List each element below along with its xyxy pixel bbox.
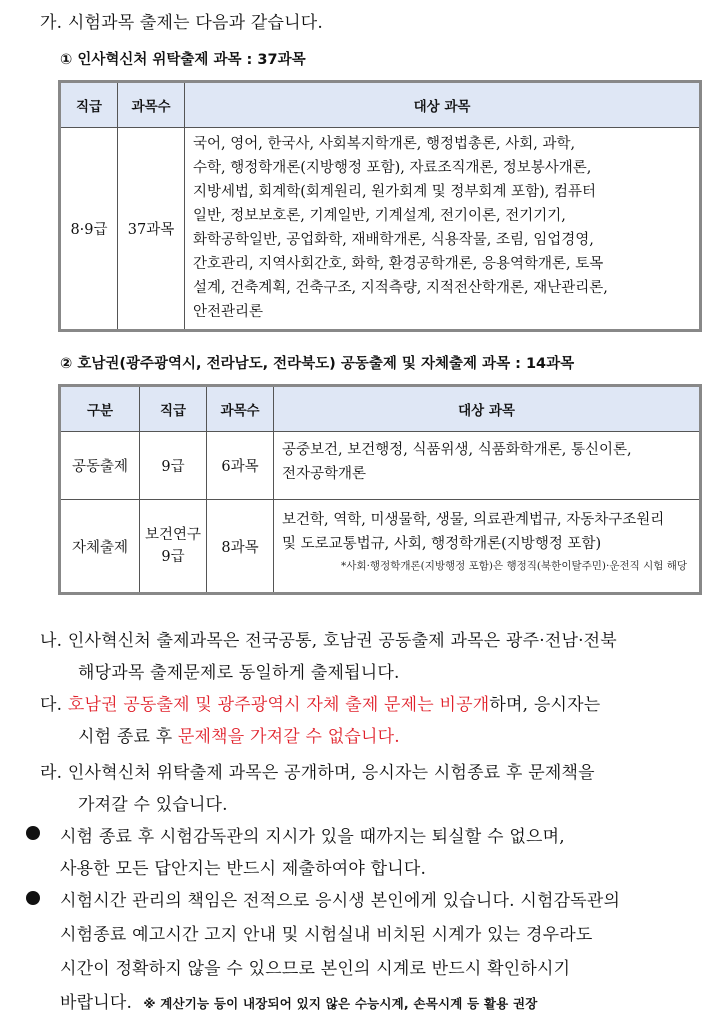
subject-line: 보건학, 역학, 미생물학, 생물, 의료관계법규, 자동차구조원리 xyxy=(282,512,665,528)
section-da-rest: 하며, 응시자는 xyxy=(489,695,601,715)
honam-subjects-table xyxy=(58,384,702,595)
table-footnote: *사회·행정학개론(지방행정 포함)은 행정직(북한이탈주민)·운전직 시험 해당 xyxy=(341,560,687,572)
cell-type-self: 자체출제 xyxy=(60,500,140,594)
subject-line: 설계, 건축계획, 건축구조, 지적측량, 지적전산학개론, 재난관리론, xyxy=(193,280,608,296)
cell-grade xyxy=(140,500,207,594)
section-na-line-2: 해당과목 출제문제로 동일하게 출제됩니다. xyxy=(78,663,400,683)
bullet-icon xyxy=(26,826,40,840)
section-da-emphasis-2: 문제책을 가져갈 수 없습니다. xyxy=(177,727,400,747)
header-subjects: 대상 과목 xyxy=(274,386,701,432)
cell-type-joint: 공동출제 xyxy=(60,432,140,500)
subject-line: 및 도로교통법규, 사회, 행정학개론(지방행정 포함) xyxy=(282,536,602,552)
cell-subject-list xyxy=(185,128,701,331)
subject-line: 화학공학일반, 공업화학, 재배학개론, 식용작물, 조림, 임업경영, xyxy=(193,232,594,248)
grade-line-1: 보건연구 xyxy=(144,527,202,543)
notice-2-line-1: 시험시간 관리의 책임은 전적으로 응시생 본인에게 있습니다. 시험감독관의 xyxy=(60,891,621,911)
header-count: 과목수 xyxy=(118,82,185,128)
cell-grade: 8·9급 xyxy=(60,128,118,331)
section-da-emphasis-1: 호남권 공동출제 및 광주광역시 자체 출제 문제는 비공개 xyxy=(67,695,490,715)
outsourced-subjects-table xyxy=(58,80,702,332)
notice-1-line-1: 시험 종료 후 시험감독관의 지시가 있을 때까지는 퇴실할 수 없으며, xyxy=(60,827,565,847)
section-ga-heading: 가. 시험과목 출제는 다음과 같습니다. xyxy=(40,13,323,33)
subject-line: 공중보건, 보건행정, 식품위생, 식품화학개론, 통신이론, xyxy=(282,442,632,458)
subject-line: 수학, 행정학개론(지방행정 포함), 자료조직개론, 정보봉사개론, xyxy=(193,160,592,176)
section-da-line-1 xyxy=(40,690,600,715)
section-ra-line-1: 라. 인사혁신처 위탁출제 과목은 공개하며, 응시자는 시험종료 후 문제책을 xyxy=(40,763,595,783)
header-grade: 직급 xyxy=(140,386,207,432)
header-type: 구분 xyxy=(60,386,140,432)
watch-recommendation-note: ※ 계산기능 등이 내장되어 있지 않은 수능시계, 손목시계 등 활용 권장 xyxy=(143,996,538,1011)
section-da-prefix: 다. xyxy=(40,695,68,715)
subheading-honam-subjects: ② 호남권(광주광역시, 전라남도, 전라북도) 공동출제 및 자체출제 과목 : 14과목 xyxy=(60,356,575,372)
cell-subject-list xyxy=(274,500,701,594)
section-ra-line-2: 가져갈 수 있습니다. xyxy=(78,795,228,815)
subject-line: 안전관리론 xyxy=(193,304,264,320)
cell-subject-list xyxy=(274,432,701,500)
grade-line-2: 9급 xyxy=(161,549,185,565)
cell-grade: 9급 xyxy=(140,432,207,500)
notice-1-line-2: 사용한 모든 답안지는 반드시 제출하여야 합니다. xyxy=(60,859,427,879)
subject-line: 국어, 영어, 한국사, 사회복지학개론, 행정법총론, 사회, 과학, xyxy=(193,136,576,152)
subject-line: 전자공학개론 xyxy=(282,466,367,482)
notice-2-line-4-text: 바랍니다. xyxy=(60,993,133,1013)
section-da-line-2 xyxy=(78,722,400,747)
subject-line: 간호관리, 지역사회간호, 화학, 환경공학개론, 응용역학개론, 토목 xyxy=(193,256,604,272)
bullet-icon xyxy=(26,891,40,905)
subject-line: 일반, 정보보호론, 기계일반, 기계설계, 전기이론, 전기기기, xyxy=(193,208,566,224)
section-na-line-1: 나. 인사혁신처 출제과목은 전국공통, 호남권 공동출제 과목은 광주·전남·전북 xyxy=(40,631,617,651)
notice-2-line-3: 시간이 정확하지 않을 수 있으므로 본인의 시계로 반드시 확인하시기 xyxy=(60,959,571,979)
section-da-line-2-text: 시험 종료 후 xyxy=(78,727,178,747)
subheading-outsourced-subjects: ① 인사혁신처 위탁출제 과목 : 37과목 xyxy=(60,52,306,68)
subject-line: 지방세법, 회계학(회계원리, 원가회계 및 정부회계 포함), 컴퓨터 xyxy=(193,184,596,200)
cell-count: 8과목 xyxy=(207,500,274,594)
notice-2-line-4 xyxy=(60,988,538,1013)
cell-count: 37과목 xyxy=(118,128,185,331)
header-grade: 직급 xyxy=(60,82,118,128)
header-subjects: 대상 과목 xyxy=(185,82,701,128)
cell-count: 6과목 xyxy=(207,432,274,500)
header-count: 과목수 xyxy=(207,386,274,432)
notice-2-line-2: 시험종료 예고시간 고지 안내 및 시험실내 비치된 시계가 있는 경우라도 xyxy=(60,925,593,945)
